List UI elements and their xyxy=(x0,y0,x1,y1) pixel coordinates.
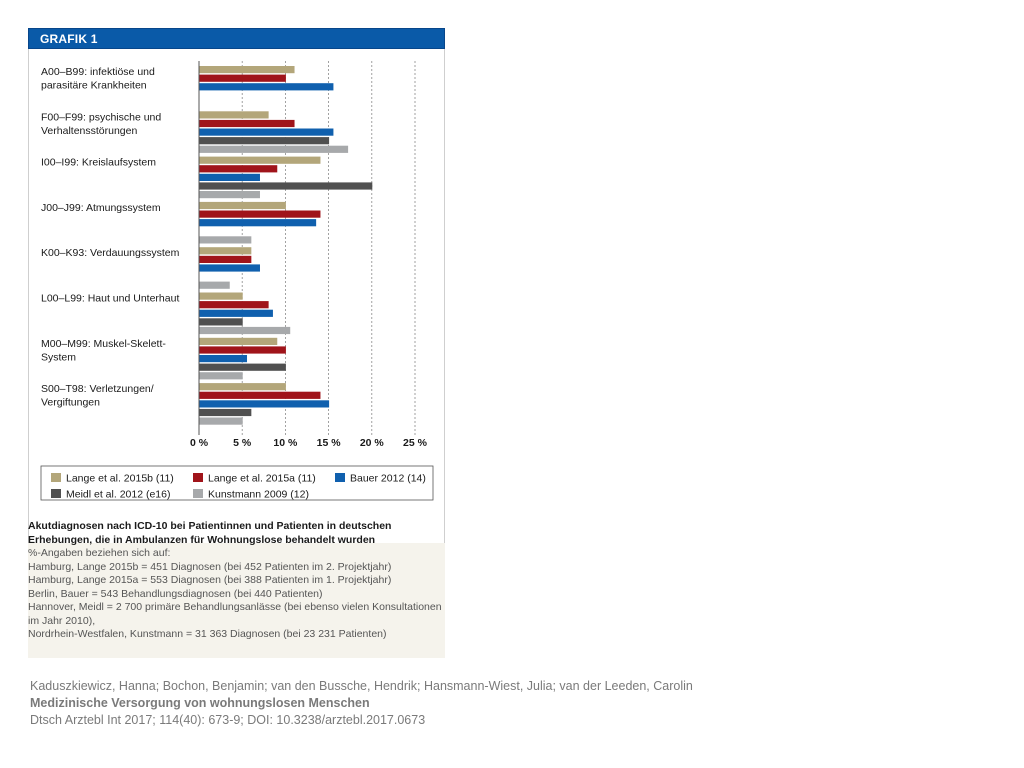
category-label: Vergiftungen xyxy=(41,396,100,409)
caption-note-line: Hamburg, Lange 2015a = 553 Diagnosen (bei 388 Patienten im 1. Projektjahr) xyxy=(28,574,392,586)
x-tick-label: 20 % xyxy=(359,437,384,449)
citation-authors: Kaduszkiewicz, Hanna; Bochon, Benjamin; van den Bussche, Hendrik; Hansmann-Wiest, Julia; van der Leeden, Carolin xyxy=(30,679,693,693)
x-tick-label: 5 % xyxy=(233,437,252,449)
legend-swatch xyxy=(193,473,203,482)
bar xyxy=(200,392,321,399)
legend-label: Bauer 2012 (14) xyxy=(350,472,426,485)
caption-note-line: %-Angaben beziehen sich auf: xyxy=(28,547,171,559)
bar xyxy=(200,165,278,172)
category-label: F00–F99: psychische und xyxy=(41,111,162,124)
legend-label: Lange et al. 2015b (11) xyxy=(66,472,174,485)
legend-swatch xyxy=(335,473,345,482)
category-label: Verhaltensstörungen xyxy=(41,124,138,137)
caption-title-line-1: Akutdiagnosen nach ICD-10 bei Patientinnen und Patienten in deutschen xyxy=(28,520,392,532)
caption-note-line: Berlin, Bauer = 543 Behandlungsdiagnosen (bei 440 Patienten) xyxy=(28,587,323,600)
bar xyxy=(200,236,252,243)
bar xyxy=(200,157,321,164)
figure-label: GRAFIK 1 xyxy=(40,32,98,46)
bar xyxy=(200,83,334,90)
bar xyxy=(200,282,230,289)
bar xyxy=(200,338,278,345)
bar xyxy=(200,191,260,198)
bar xyxy=(200,409,252,416)
bar xyxy=(200,111,269,118)
caption-note-line: im Jahr 2010), xyxy=(28,614,96,627)
bar xyxy=(200,293,243,300)
bar xyxy=(200,400,330,407)
caption-title-line-2: Erhebungen, die in Ambulanzen für Wohnungslose behandelt wurden xyxy=(28,533,376,546)
category-label: parasitäre Krankheiten xyxy=(41,79,147,92)
bar xyxy=(200,383,286,390)
bar xyxy=(200,372,243,379)
category-label: L00–L99: Haut und Unterhaut xyxy=(41,292,180,305)
bar xyxy=(200,327,291,334)
category-label: M00–M99: Muskel-Skelett- xyxy=(41,337,166,350)
category-label: A00–B99: infektiöse und xyxy=(41,66,155,78)
bar xyxy=(200,355,248,362)
category-label: K00–K93: Verdauungssystem xyxy=(41,247,180,260)
chart-area xyxy=(28,49,445,543)
bar xyxy=(200,418,243,425)
citation-title: Medizinische Versorgung von wohnungslosen Menschen xyxy=(30,696,370,710)
bar xyxy=(200,364,286,371)
caption-note-line: Hannover, Meidl = 2 700 primäre Behandlungsanlässe (bei ebenso vielen Konsultationen xyxy=(28,601,442,613)
bar xyxy=(200,174,260,181)
bar xyxy=(200,137,330,144)
bar xyxy=(200,346,286,353)
legend-label: Meidl et al. 2012 (e16) xyxy=(66,488,171,501)
bar xyxy=(200,75,286,82)
caption-note-line: Nordrhein-Westfalen, Kunstmann = 31 363 Diagnosen (bei 23 231 Patienten) xyxy=(28,628,387,640)
category-label: System xyxy=(41,351,77,364)
bar xyxy=(200,182,373,189)
figure-header xyxy=(28,28,445,49)
citation xyxy=(30,678,990,729)
x-tick-label: 25 % xyxy=(403,437,427,449)
bar xyxy=(200,318,243,325)
category-label: S00–T98: Verletzungen/ xyxy=(41,383,154,396)
caption-note-line: Hamburg, Lange 2015b = 451 Diagnosen (bei 452 Patienten im 2. Projektjahr) xyxy=(28,560,392,573)
x-tick-label: 10 % xyxy=(273,437,298,449)
legend-swatch xyxy=(51,489,61,498)
bar xyxy=(200,301,269,308)
bar xyxy=(200,129,334,136)
bar xyxy=(200,202,286,209)
x-tick-label: 0 % xyxy=(189,437,209,449)
bar xyxy=(200,219,317,226)
legend-label: Lange et al. 2015a (11) xyxy=(208,472,316,485)
category-label: J00–J99: Atmungssystem xyxy=(41,201,161,214)
figure xyxy=(28,28,445,658)
legend-swatch xyxy=(193,489,203,498)
bar xyxy=(200,310,273,317)
bar xyxy=(200,211,321,218)
bar xyxy=(200,256,252,263)
bar xyxy=(200,247,252,254)
x-tick-label: 15 % xyxy=(316,437,341,449)
bar xyxy=(200,120,295,127)
bar-chart xyxy=(29,49,446,543)
bar xyxy=(200,146,349,153)
legend-swatch xyxy=(51,473,61,482)
legend-label: Kunstmann 2009 (12) xyxy=(208,488,309,501)
bar xyxy=(200,66,295,73)
category-label: I00–I99: Kreislaufsystem xyxy=(41,156,156,169)
bar xyxy=(200,264,260,271)
citation-source: Dtsch Arztebl Int 2017; 114(40): 673-9; DOI: 10.3238/arztebl.2017.0673 xyxy=(30,713,426,727)
figure-caption xyxy=(28,520,445,642)
